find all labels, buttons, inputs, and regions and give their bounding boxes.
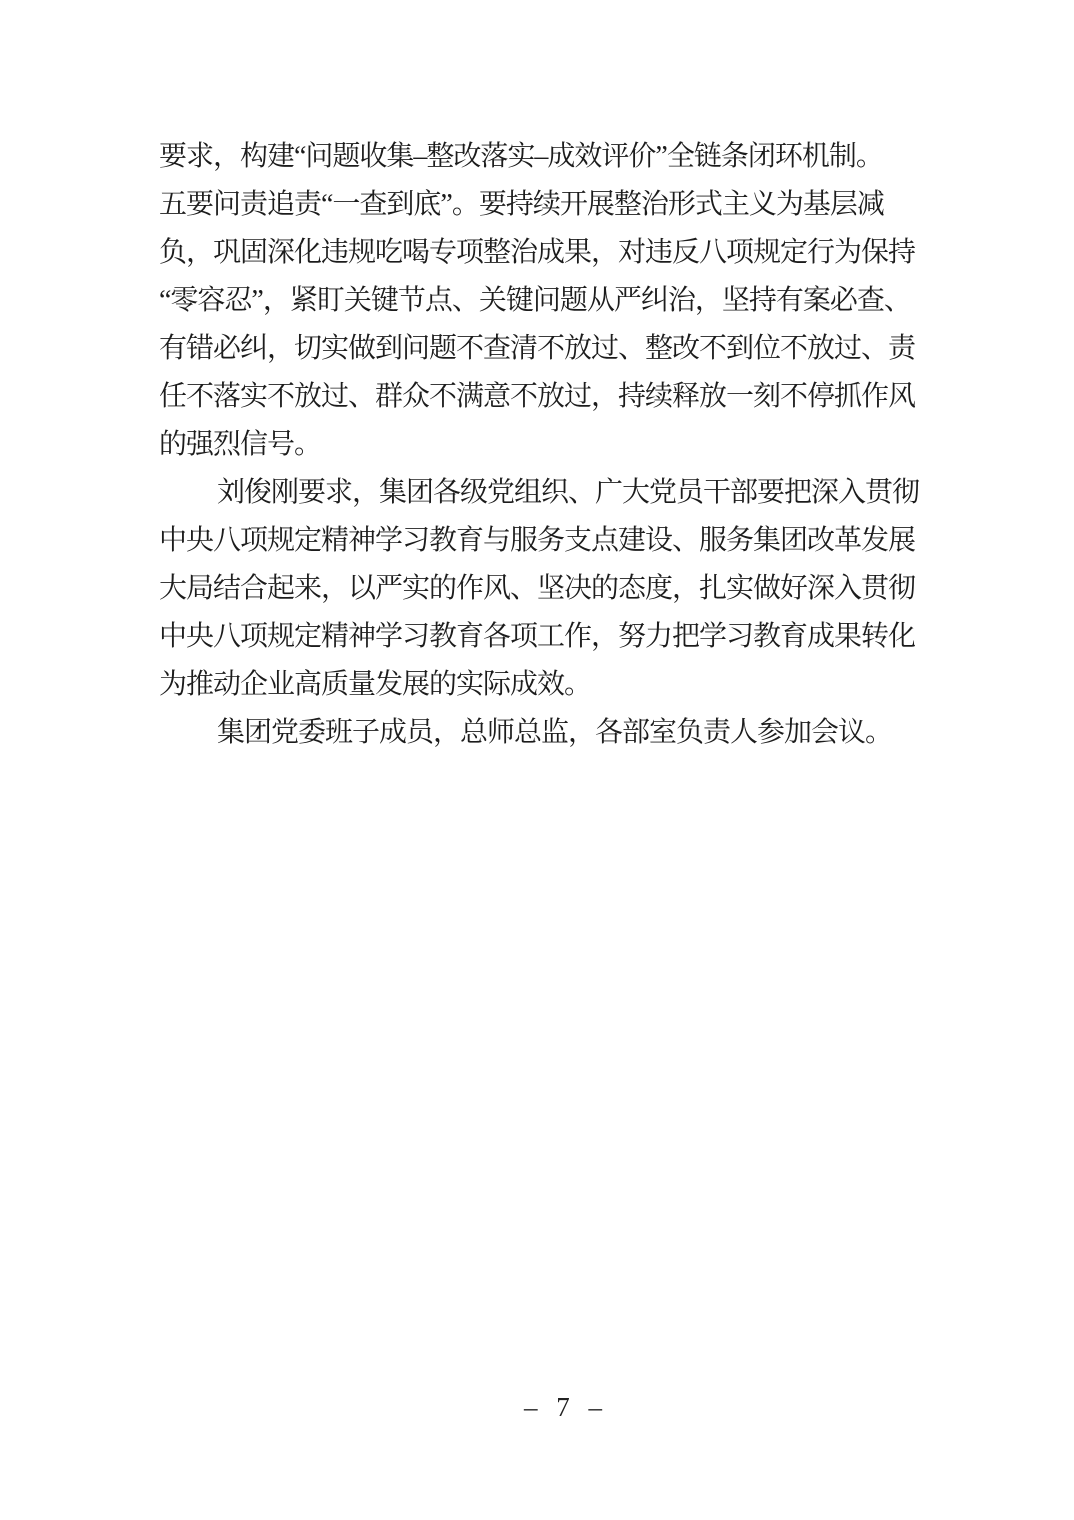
body-text (159, 133, 920, 757)
text-line: 的强烈信号。 (159, 429, 322, 460)
page-number: – 7 – (524, 1392, 608, 1422)
text-line: 负，巩固深化违规吃喝专项整治成果，对违反八项规定行为保持 (159, 237, 916, 268)
text-line-paragraph-start: 集团党委班子成员，总师总监，各部室负责人参加会议。 (217, 717, 893, 748)
text-line-paragraph-start: 刘俊刚要求，集团各级党组织、广大党员干部要把深入贯彻 (217, 477, 920, 508)
text-line: 要求，构建“问题收集–整改落实–成效评价”全链条闭环机制。 (159, 141, 883, 172)
text-line: “零容忍”，紧盯关键节点、关键问题从严纠治，坚持有案必查、 (159, 285, 911, 316)
text-line: 为推动企业高质量发展的实际成效。 (159, 669, 592, 700)
text-line: 中央八项规定精神学习教育与服务支点建设、服务集团改革发展 (159, 525, 916, 556)
text-line: 五要问责追责“一查到底”。要持续开展整治形式主义为基层减 (159, 189, 884, 220)
text-line: 任不落实不放过、群众不满意不放过，持续释放一刻不停抓作风 (159, 381, 916, 412)
text-line: 中央八项规定精神学习教育各项工作，努力把学习教育成果转化 (159, 621, 916, 652)
text-line: 有错必纠，切实做到问题不查清不放过、整改不到位不放过、责 (159, 333, 916, 364)
text-line: 大局结合起来，以严实的作风、坚决的态度，扎实做好深入贯彻 (159, 573, 916, 604)
